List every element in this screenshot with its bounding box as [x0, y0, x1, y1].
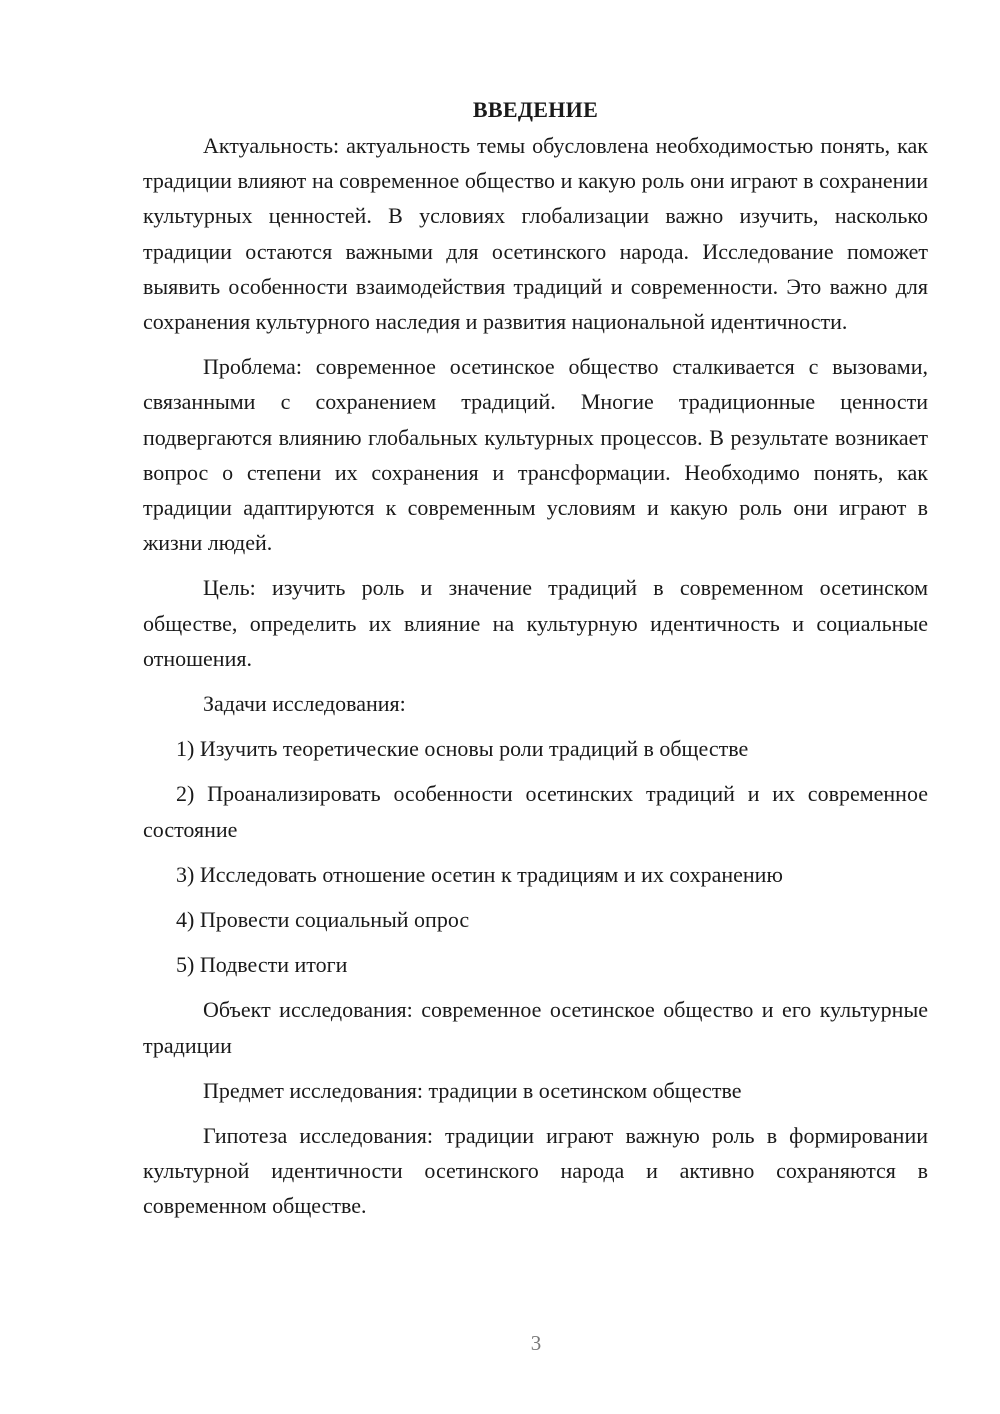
subject-paragraph: Предмет исследования: традиции в осетинском обществе — [203, 1077, 742, 1103]
document-page — [143, 92, 928, 1234]
task-item-4: 4) Провести социальный опрос — [176, 907, 470, 933]
task-item-1: 1) Изучить теоретические основы роли традиций в обществе — [176, 736, 749, 762]
page-title: ВВЕДЕНИЕ — [472, 97, 599, 122]
tasks-heading: Задачи исследования: — [203, 691, 406, 717]
page-number: 3 — [530, 1331, 542, 1355]
task-item-2: 2) Проанализировать особенности осетинских традиций и их современное состояние — [143, 781, 928, 842]
hypothesis-paragraph: Гипотеза исследования: традиции играют важную роль в формировании культурной идентичности осетинского народа и активно сохраняются в современном обществе. — [143, 1123, 928, 1219]
task-item-5: 5) Подвести итоги — [176, 952, 348, 978]
problem-paragraph: Проблема: современное осетинское общество сталкивается с вызовами, связанными с сохранением традиций. Многие традиционные ценности подвергаются влиянию глобальных культурных процессов. В результате возникает вопрос о степени их сохранения и трансформации. Необходимо понять, как традиции адаптируются к современным условиям и какую роль они играют в жизни людей. — [143, 354, 928, 556]
object-paragraph: Объект исследования: современное осетинское общество и его культурные традиции — [143, 997, 928, 1058]
relevance-paragraph: Актуальность: актуальность темы обусловлена необходимостью понять, как традиции влияют на современное общество и какую роль они играют в сохранении культурных ценностей. В условиях глобализации важно изучить, насколько традиции остаются важными для осетинского народа. Исследование поможет выявить особенности взаимодействия традиций и современности. Это важно для сохранения культурного наследия и развития национальной идентичности. — [143, 133, 928, 335]
goal-paragraph: Цель: изучить роль и значение традиций в современном осетинском обществе, определить их влияние на культурную идентичность и социальные отношения. — [143, 575, 928, 671]
task-item-3: 3) Исследовать отношение осетин к традициям и их сохранению — [176, 861, 783, 887]
